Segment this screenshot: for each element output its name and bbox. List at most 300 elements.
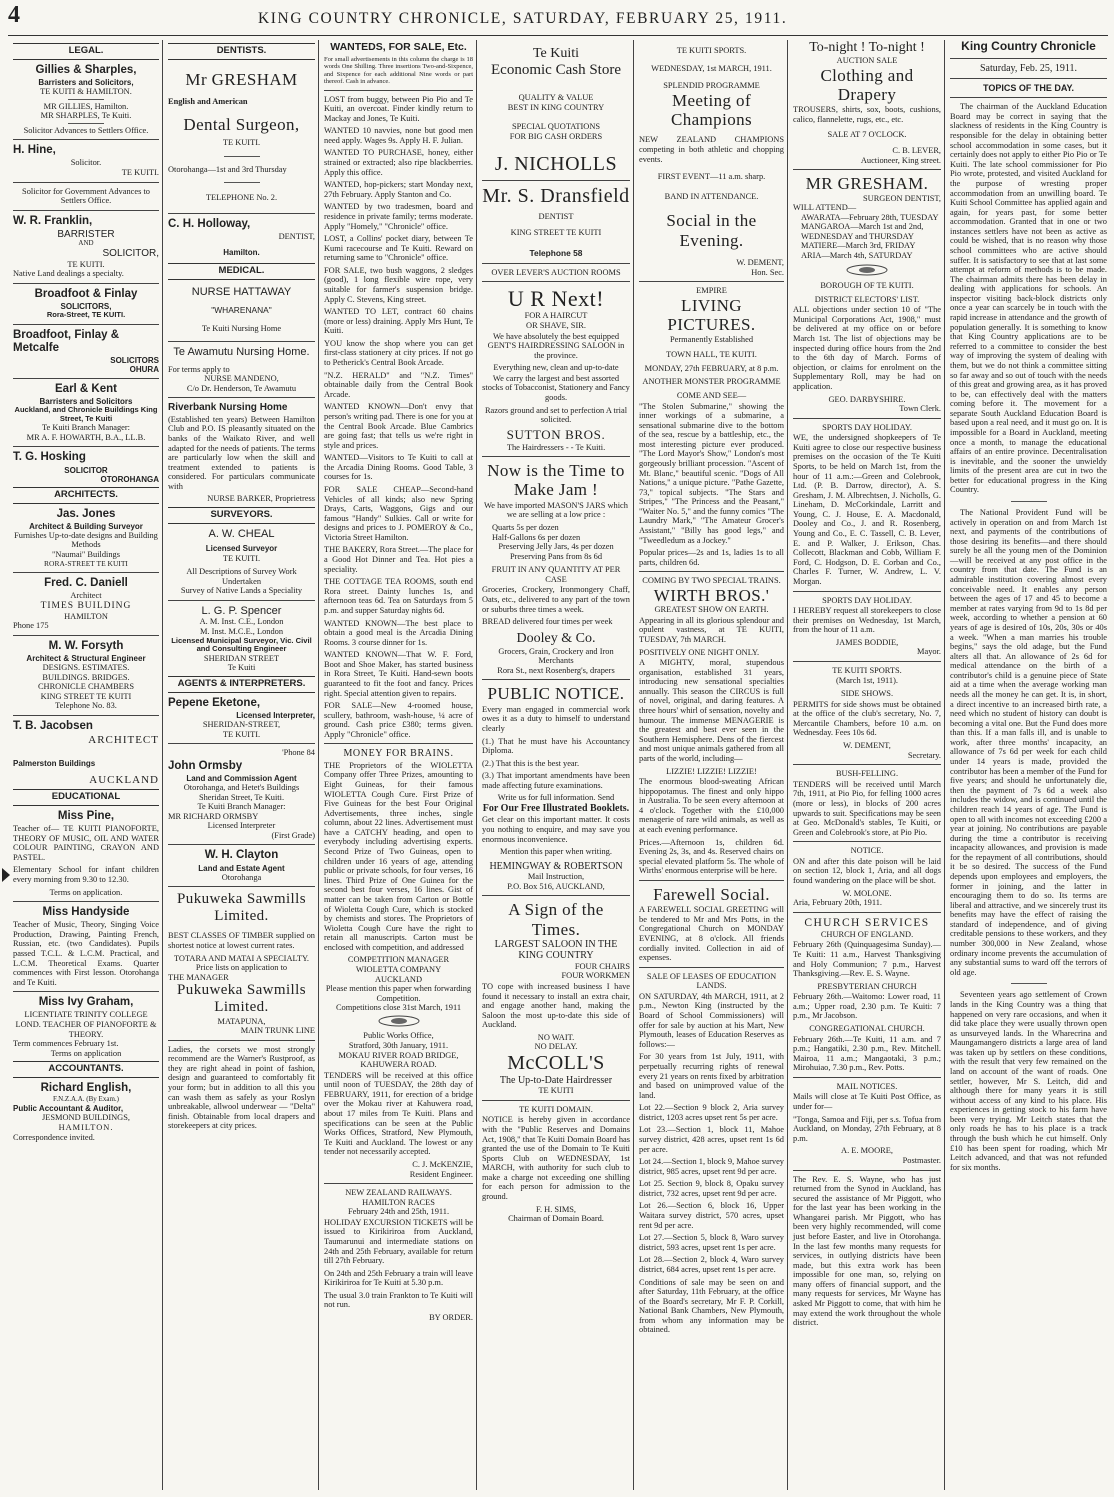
ad-urnext-line: OR SHAVE, SIR.: [526, 320, 586, 330]
ad-pw-sign: Resident Engineer.: [409, 1169, 473, 1179]
ad-hemingway-name: HEMINGWAY & ROBERTSON: [489, 860, 623, 872]
column-7: [947, 40, 1110, 1490]
ad-corsets-text: Ladies, the corsets we most strongly recommend are the Warner's Rustproof, as they are right ahead in point of fashion, design and guaranteed to comfortably fit your form; but in addition to all this you can wash them as safely as your Roslyn unbreakable, allwool underwear — "Delta" finish. Obtainable from local drapers and storekeepers at city prices.: [168, 1044, 315, 1131]
ad-gresham2-line: MATIERE—March 3rd, FRIDAY: [801, 241, 916, 251]
ad-bfm-sub: SOLICITORS: [110, 355, 159, 365]
classified-ad: WANTED—Visitors to Te Kuiti to call at the Arcadia Dining Rooms. Good Table, 3 courses for 1s.: [324, 453, 473, 482]
ad-forsyth-phone: Telephone No. 83.: [55, 701, 117, 711]
ad-borough-head: BOROUGH OF TE KUITI.: [820, 281, 914, 291]
ad-auction-sign: C. B. LEVER,: [892, 146, 941, 156]
divider: [224, 182, 260, 183]
divider: [168, 886, 315, 887]
ad-pw-sign: C. J. McKENZIE,: [412, 1159, 473, 1169]
ad-broadfoot-sub: SOLICITORS,: [60, 301, 112, 311]
ad-sph2-text: I HEREBY request all storekeepers to close their premises on Wednesday, 1st March, from the hour of 11 a.m.: [793, 606, 941, 635]
column-6: [790, 40, 944, 1490]
crest-icon: [324, 1015, 473, 1030]
ad-awamutu-name: Te Awamutu Nursing Home.: [173, 346, 310, 359]
ad-dransfield-name: Mr. S. Dransfield: [482, 185, 630, 208]
ad-forsyth-line: KING STREET TE KUITI: [40, 691, 132, 701]
ad-lease-lot: Lot 27.—Section 5, block 8, Waro survey district, 593 acres, upset rent 1s per acre.: [639, 1233, 784, 1252]
ad-jam-price: Quarts 5s per dozen: [492, 523, 559, 532]
divider: [224, 156, 260, 157]
classified-ad: WANTED TO LET, contract 60 chains (more or less) draining. Apply Mrs Hunt, Te Kuiti.: [324, 307, 473, 336]
section-header-legal: LEGAL.: [13, 43, 159, 60]
divider: [793, 912, 941, 913]
ad-pw-head: MOKAU RIVER ROAD BRIDGE, KAHUWERA ROAD.: [338, 1050, 459, 1070]
ad-hine-note: Solicitor for Government Advances to Settlers Office.: [22, 186, 150, 206]
ad-franklin-name: W. R. Franklin,: [13, 214, 93, 227]
ad-hine-name: H. Hine,: [13, 144, 56, 157]
ad-franklin-sub: BARRISTER: [57, 228, 115, 240]
ad-graham-terms: Terms on application: [50, 1048, 122, 1058]
ad-riverbank-sign: NURSE BARKER, Proprietress: [207, 494, 315, 504]
ad-sph2-sign: Mayor.: [917, 647, 941, 657]
ad-sports-line: FIRST EVENT—11 a.m. sharp.: [657, 172, 766, 182]
ad-franklin-sub: SOLICITOR,: [102, 248, 159, 260]
ad-pukuweka-line: TOTARA AND MATAI A SPECIALTY.: [173, 953, 310, 963]
ad-franklin-note: Native Land dealings a specialty.: [13, 269, 124, 279]
ad-bfm-place: OHURA: [129, 364, 159, 374]
ad-lease-lot: Lot 24.—Section 1, block 9, Mahoe survey district, 985 acres, upset rent 9d per acre.: [639, 1157, 784, 1176]
classified-ad: LOST from buggy, between Pio Pio and Te Kuiti, an overcoat. Finder kindly return to Mackay and Jones, Te Kuiti.: [324, 94, 473, 123]
ad-pukuweka-line: THE MANAGER: [168, 972, 229, 982]
newspaper-title: KING COUNTRY CHRONICLE, SATURDAY, FEBRUARY 25, 1911.: [258, 10, 788, 27]
ad-spencer-name: L. G. P. Spencer: [201, 604, 282, 617]
ad-broadfoot-place: Rora-Street, TE KUITI.: [46, 310, 126, 320]
divider: [168, 1040, 315, 1041]
ad-wirth-text: The enormous blood-sweating African hippopotamus. The finest and only hippo in Australia. To be seen every afternoon at 4 o'clock. Together with the £10,000 menagerie of rare wild animals, as well as at each evening performance.: [639, 777, 784, 834]
editorial-paragraph: The National Provident Fund will be actively in operation on and from March 1st next, and payments of the contributions of those desiring its benefits—and there should surely be all the young men of the Dominion—will be received at any post office in the country from that date. The Fund is an admirable institution covering almost every conceivable need. It enables any person between the ages of 17 and 45 to become a member at rates varying from 9d to 1s 8d per week, according to whether a pension at 60 years of age is desired of 10s, 20s, 30s or 40s a week. "When a man marries his trouble begins," says the old adage, but the Fund alters all that. An allowance of 2s 6d for medical attendance on the birth of a contributor's child is a genuine piece of State aid at a time when the average working man needs all the money he can get. It is, in short, a direct incentive to an increased birth rate, a need which no student of history can doubt is becoming a vital one. But the Fund does more than this. If a man falls ill, and is unable to work, after three months' incapacity, an allowance of 7s 6d per week for each child under 14 years is made, provided the contributor has been a member of the Fund for five years; and should he unfortunately die, then the payment of 7s 6d a week also includes the widow, and is continued until the children reach 14 years of age. The Fund is open to all with incomes not exceeding £200 a year at joining. No contributions are payable during the time a contributor is receiving incapacity allowances, and provision is made for the repayment of all contributions, should it be so desired. The success of the Fund depends upon employees and employers, the former in joining, and the latter in encouraging them to do so. Its terms are liberal and attractive, and we sincerely trust its benefits may have the effect of raising the standard of independence, and of giving creditable pensions to these workers, and they number 300,000 in New Zealand, whose ordinary income prevents the accumulation of any substantial sums to ward off the terrors of old age.: [950, 508, 1107, 977]
ad-sign-line: FOUR WORKMEN: [561, 971, 630, 981]
classified-ad: WANTED, hop-pickers; start Monday next, 27th February. Apply Stanton and Co.: [324, 180, 473, 199]
ad-hattaway-name: NURSE HATTAWAY: [191, 285, 292, 298]
ad-dooley-sub: Grocers, Grain, Crockery and Iron Merchants: [498, 646, 614, 666]
ad-jam-head: Now is the Time to Make Jam !: [487, 461, 625, 500]
ad-ormsby-line: Otorohanga, and Hetet's Buildings Sheridan Street, Te Kuiti.: [183, 783, 300, 802]
ad-mccoll-place: TE KUITI: [538, 1086, 574, 1096]
ad-pw-line: Stratford, 30th January, 1911.: [348, 1041, 449, 1051]
ad-money-line: AUCKLAND: [375, 974, 422, 984]
mail-head: MAIL NOTICES.: [836, 1081, 898, 1091]
ad-gresham2-line: MANGAROA—March 1st and 2nd, WEDNESDAY and THURSDAY: [801, 222, 924, 241]
divider: [950, 78, 1107, 79]
ad-urnext-line: We carry the largest and best assorted stocks of Tobacconist, Stationery and Fancy goods.: [482, 373, 630, 402]
column-5: [636, 40, 787, 1490]
mail-sign: Postmaster.: [902, 1155, 941, 1165]
ad-sports-line: BAND IN ATTENDANCE.: [664, 191, 759, 201]
divider: [793, 591, 941, 592]
divider: [324, 90, 473, 91]
ad-hattaway-sub: Te Kuiti Nursing Home: [201, 323, 282, 333]
ad-rail-head: NEW ZEALAND RAILWAYS.: [345, 1188, 452, 1198]
ad-tks-sign: W. DEMENT,: [843, 741, 891, 751]
ad-clayton-place: Otorohanga: [221, 872, 262, 882]
column-2: [165, 40, 318, 1490]
ad-sph-head: SPORTS DAY HOLIDAY.: [822, 422, 912, 432]
ad-jam-line: Groceries, Crockery, Ironmongery Chaff, Oats, etc., delivered to any part of the town or suburbs three times a week.: [482, 585, 630, 614]
ad-notice2-head: NOTICE.: [850, 846, 884, 856]
ad-spencer-line: A. M. Inst. C.E., London: [199, 617, 284, 627]
ad-tks-head: TE KUITI SPORTS.: [832, 665, 902, 675]
ad-auction-line: AUCTION SALE: [836, 55, 898, 65]
ad-wirth-line: LIZZIE! LIZZIE! LIZZIE!: [666, 766, 757, 776]
ad-sports-sign: Hon. Sec.: [751, 267, 784, 277]
ad-jones-sub: Architect & Building Surveyor: [29, 521, 143, 531]
ad-kent-sub: Barristers and Solicitors: [39, 397, 133, 407]
ad-pine-name: Miss Pine,: [57, 810, 115, 823]
ad-gresham2-line: AWARATA—February 28th, TUESDAY: [801, 212, 939, 222]
ad-broadfoot-name: Broadfoot & Finlay: [34, 287, 138, 300]
ad-clayton-name: W. H. Clayton: [204, 849, 279, 862]
ad-money-line: COMPETITION MANAGER: [347, 955, 450, 965]
ad-ecs-line: BEST IN KING COUNTRY: [507, 102, 605, 112]
ad-rail-text: HOLIDAY EXCURSION TICKETS will be issued to Kirikiriroa from Auckland, Taumarunui and intermediate stations on 24th and 25th February, available for return till 27th February.: [324, 1217, 473, 1266]
ad-hosking-place: OTOROHANGA: [100, 474, 159, 484]
ad-forsyth-sub: Architect & Structural Engineer: [26, 653, 146, 663]
ad-dooley-addr: Rora St., next Rosenberg's, drapers: [497, 665, 615, 675]
ad-money-header: MONEY FOR BRAINS.: [343, 748, 454, 760]
ad-dransfield-addr: KING STREET TE KUITI: [510, 227, 602, 237]
ad-jacobsen-sub: ARCHITECT: [88, 734, 159, 747]
ad-lease-head: SALE OF LEASES OF EDUCATION LANDS.: [646, 971, 777, 991]
divider: [13, 572, 159, 573]
ad-mccoll-sub: The Up-to-Date Hairdresser: [499, 1074, 613, 1086]
ad-clayton-sub: Land and Estate Agent: [198, 863, 285, 873]
column-rule: [318, 40, 319, 1490]
ad-gresham-phone: TELEPHONE No. 2.: [205, 193, 278, 203]
ad-bfm-name: Broadfoot, Finlay & Metcalfe: [13, 328, 120, 354]
ad-sign-line: TO cope with increased business I have found it necessary to install an extra chair, and engage another hand, making the Saloon the most up-to-date this side of Auckland.: [482, 981, 630, 1030]
editorial-head: TOPICS OF THE DAY.: [982, 83, 1075, 94]
section-header-wanteds: WANTEDS, FOR SALE, Etc.: [330, 41, 467, 53]
ad-cheal-line: Survey of Native Lands a Speciality: [180, 586, 303, 596]
section-header-educational: EDUCATIONAL: [13, 789, 159, 806]
ad-kent-manager: MR A. F. HOWARTH, B.A., LL.B.: [26, 432, 146, 442]
ad-bush-text: TENDERS will be received until March 7th, 1911, at Pio Pio, for felling 1000 acres (more or less), in blocks of 200 acres upwards to suit. Specifications may be seen at Geo. McDonald's stables, Te Kuiti, or Green and Colebrook's store, at Pio Pio.: [793, 779, 941, 837]
ad-daniell-line: HAMILTON: [64, 611, 108, 621]
ad-tks-line: SIDE SHOWS.: [840, 689, 894, 699]
ad-living-line: MONDAY, 27th FEBRUARY, at 8 p.m.: [644, 363, 779, 373]
column-rule: [787, 40, 788, 1490]
ad-graham-text: LICENTIATE TRINITY COLLEGE LOND. TEACHER OF PIANOFORTE & THEORY.: [15, 1010, 157, 1039]
wanteds-intro: For small advertisements in this column the charge is 18 words One Shilling. Three insertions Two-and-Sixpence, and Sixpence for each additional Nine words or part thereof. Cash in advance.: [324, 55, 473, 86]
ad-gresham2-line: WILL ATTEND—: [793, 203, 857, 213]
ad-ecs-line: QUALITY & VALUE: [518, 93, 594, 103]
ad-jacobsen-line: Palmerston Buildings: [13, 758, 96, 768]
ad-farewell-title: Farewell Social.: [653, 884, 770, 904]
ad-awamutu-line: For terms apply to: [168, 364, 230, 374]
ad-notice-line: For Our Free Illustrated Booklets.: [482, 803, 630, 815]
divider: [793, 764, 941, 765]
section-header-architects: ARCHITECTS.: [13, 487, 159, 504]
divider: [639, 967, 784, 968]
divider: [639, 880, 784, 881]
ad-franklin-place: TE KUITI.: [67, 259, 105, 269]
editorial-paragraph: The chairman of the Auckland Education Board may be correct in saying that the slackness of residents in the King Country is responsible for the delay in obtaining better school accommodation in some cases, but it certainly does not apply to either Pio Pio or Te Kuiti. The late school commissioner for Pio Pio wrote, protested, and visited Auckland for the purpose of wresting proper accommodation from an unwilling board. Te Kuiti School Committee has applied again and again, for years past, for some better accommodation. Granted that in one or two instances settlers have not been as active as could be wished, that is no reason why those school committees who are active should suffer. It is satisfactory to see that at last some attempt at reform of methods is to be made. The chairman admits there has been delay in dealing with applications for schools. An inspector visiting back-block districts only once a year can scarcely be in touch with the rapid increase in attendance and the growth of population generally. It is something to know that King Country applications are to be referred to a committee to consider the best way of improving the system of dealing with them, but we do not think a committee sitting so far away and so out of touch with the needs of this great and growing area, as it has proved to be, can effectively deal with the matters coming before it. The movement for a separate South Auckland Education Board is based upon a real need, and it must go on. It is impossible for a Board in Auckland, meeting once a month, to manage the educational affairs of an entire province. Decentralisation is inevitable, and the sooner the unwieldy limits of the present area are cut in two the better for educational progress in the King Country.: [950, 102, 1107, 495]
ad-living-line: Popular prices—2s and 1s, ladies 1s to all parts, children 6d.: [639, 548, 784, 567]
ad-notice-line: Get clear on this important matter. It costs you nothing to enquire, and may save you enormous inconvenience.: [482, 815, 630, 844]
ad-jam-line: Preserving Jelly Jars, 4s per dozen: [498, 542, 614, 552]
ad-cheal-name: A. W. CHEAL: [208, 527, 275, 540]
section-header-medical: MEDICAL.: [168, 263, 315, 280]
ad-dransfield-loc: OVER LEVER'S AUCTION ROOMS: [491, 267, 621, 277]
ad-notice-line: Every man engaged in commercial work owes it as a duty to himself to understand clearly: [482, 704, 630, 733]
ad-living-line: COME AND SEE—: [676, 390, 747, 400]
ad-handyside-text: Teacher of Music, Theory, Singing Voice Production, Drawing, Painting French, Russian, etc. (two Candidates). Pupils passed T.C.L. & L.C.M. Practical, and L.C.M. Theoretical Exams. Quarter commences with First lesson. Otorohanga and Te Kuiti.: [13, 920, 159, 987]
ad-lease-text: Conditions of sale may be seen on and after Saturday, 11th February, at the office of the Board's secretary, Mr F. P. Corkill, National Bank Chambers, New Plymouth, from whom any information may be obtained.: [639, 1277, 784, 1335]
divider: [482, 679, 630, 680]
ad-notice-head: PUBLIC NOTICE.: [487, 684, 625, 704]
classified-ad: WANTED KNOWN—That W. F. Ford, Boot and Shoe Maker, has started business in Rora Street, Te Kuiti. Hand-sewn boots guaranteed to fit the foot and fancy. Prices right. Special attention given to repairs.: [324, 650, 473, 698]
ad-auction-sign: Auctioneer, King street.: [860, 155, 941, 165]
column-4: [479, 40, 633, 1490]
ad-lease-text: For 30 years from 1st July, 1911, with perpetually recurring rights of renewal every 21 years on rents fixed by arbitration and based on unimproved value of the land.: [639, 1052, 784, 1100]
section-header-surveyors: SURVEYORS.: [168, 507, 315, 524]
ad-tks-sign: Secretary.: [907, 750, 941, 760]
ad-jam-line: BREAD delivered four times per week: [482, 617, 613, 627]
ad-mccoll-name: McCOLL'S: [507, 1052, 605, 1075]
ad-money-line: Competitions close 31st March, 1911: [335, 1003, 462, 1013]
editorial-date: Saturday, Feb. 25, 1911.: [979, 62, 1078, 74]
ad-gillies-place: TE KUITI & HAMILTON.: [40, 87, 132, 97]
ad-sports-title: Meeting of Champions: [670, 90, 753, 130]
ad-cheal-place: TE KUITI.: [222, 553, 261, 563]
ad-riverbank-name: Riverbank Nursing Home: [168, 402, 288, 414]
ad-urnext-line: Razors ground and set to perfection A trial solicited.: [484, 405, 628, 425]
ad-pukuweka-text: BEST CLASSES OF TIMBER supplied on shortest notice at lowest current rates.: [168, 931, 315, 951]
ad-cheal-line: All Descriptions of Survey Work Undertaken: [186, 567, 297, 586]
divider: [68, 123, 104, 124]
ad-lease-text: ON SATURDAY, 4th MARCH, 1911, at 2 p.m., Newton King (instructed by the Board of School Commissioners) will offer for sale by auction at his Mart, New Plymouth, leases of Education Reserves as follows:—: [639, 991, 784, 1049]
ad-auction-line: SALE AT 7 O'CLOCK.: [827, 130, 907, 140]
church-services-head: CHURCH SERVICES: [804, 916, 930, 929]
ad-forsyth-line: DESIGNS. ESTIMATES.: [42, 663, 130, 673]
column-rule: [944, 40, 945, 1490]
ad-gresham2-sub: SURGEON DENTIST,: [862, 193, 941, 203]
ad-rail-text: On 24th and 25th February a train will leave Kirikiriroa for Te Kuiti at 5.30 p.m.: [324, 1268, 473, 1288]
classified-ad: FOR SALE CHEAP—Second-hand Vehicles of all kinds; also new Spring Drays, Carts, Waggons, Gigs and our famous "Handy" Sulkies. Call or write for designs and prices to J. POMEROY & Co., Victoria Street Hamilton.: [324, 484, 473, 542]
divider: [13, 446, 159, 447]
mail-text: Mails will close at Te Kuiti Post Office, as under for—: [793, 1092, 941, 1112]
ad-awamutu-line: NURSE MANDENO,: [204, 374, 279, 384]
ad-daniell-sub: Architect: [70, 591, 102, 601]
ad-gresham-note: Otorohanga—1st and 3rd Thursday: [168, 164, 287, 174]
divider: [13, 378, 159, 379]
church-text: February 26th (Quinquagesima Sunday).—Te Kuiti: 11 a.m., Harvest Thanksgiving and Holy Communion; 7 p.m., Harvest Thanksgiving.—Rev. E. S. Wayne.: [793, 940, 941, 979]
divider: [950, 97, 1107, 98]
ad-kent-manager: Te Kuiti Branch Manager:: [41, 423, 131, 433]
ad-ormsby-phone: 'Phone 84: [282, 748, 315, 758]
ad-forsyth-line: BUILDINGS. BRIDGES.: [42, 672, 130, 682]
section-header-dentists: DENTISTS.: [168, 43, 315, 60]
ad-handyside-name: Miss Handyside: [42, 906, 130, 919]
ad-ecs-line: Te Kuiti: [532, 46, 580, 61]
divider: [168, 397, 315, 398]
ad-hemingway-addr: P.O. Box 516, AUCKLAND,: [507, 881, 605, 891]
ad-pukuweka-line: Price lists on application to: [195, 963, 288, 973]
ad-spencer-line: Te Kuiti: [227, 663, 256, 673]
ad-gillies-partner: MR SHARPLES, Te Kuiti.: [40, 111, 132, 121]
ad-urnext-head: U R Next!: [507, 286, 605, 312]
ad-daniell-name: Fred. C. Daniell: [44, 577, 128, 590]
ad-wirth-line: COMING BY TWO SPECIAL TRAINS.: [642, 576, 781, 586]
ad-gresham-name: Mr GRESHAM: [185, 69, 298, 89]
ad-daniell-line: TIMES BUILDING: [40, 600, 132, 611]
ad-daniell-phone: Phone 175: [13, 621, 49, 631]
ad-awamutu-line: C/o Dr. Henderson, Te Awamutu: [186, 383, 297, 393]
masthead-rule: [8, 35, 1108, 36]
divider: [13, 210, 159, 211]
ad-tks-line: (March 1st, 1911).: [835, 675, 899, 685]
ad-gresham2-line: ARIA—March 4th, SATURDAY: [801, 251, 913, 261]
ad-dransfield-phone: Telephone 58: [529, 248, 583, 259]
classified-ad: FOR SALE—New 4-roomed house, scullery, bathroom, wash-house, ¼ acre of ground. Cash price £380; terms given. Apply "Chronicle" office.: [324, 701, 473, 739]
ad-ecs-name: J. NICHOLLS: [494, 153, 618, 176]
divider: [793, 418, 941, 419]
divider: [639, 281, 784, 282]
classified-ad: THE COTTAGE TEA ROOMS, south end Rora street. Dainty lunches 1s, and afternoon teas 6d. Tea on Saturdays from 5 p.m. and supper Saturday nights 6d.: [324, 577, 473, 615]
divider: [168, 844, 315, 845]
divider: [482, 281, 630, 282]
ad-lease-lot: Lot 25. Section 9, block 8, Opaku survey district, 732 acres, upset rent 9d per acre.: [639, 1179, 784, 1198]
divider: [950, 58, 1107, 59]
ad-sports-head: TE KUITI SPORTS.: [676, 46, 747, 55]
ad-graham-term: Term commences February 1st.: [13, 1039, 119, 1049]
ad-wirth-name: WIRTH BROS.': [653, 585, 770, 605]
ad-district-sign: GEO. DARBYSHIRE.: [828, 394, 906, 404]
ad-sign-line: NO WAIT.: [537, 1032, 575, 1042]
ad-bush-head: BUSH-FELLING.: [835, 769, 899, 779]
ad-sph2-head: SPORTS DAY HOLIDAY.: [822, 595, 912, 605]
divider: [13, 283, 159, 284]
ad-ecs-line: Economic Cash Store: [491, 61, 621, 78]
ad-lease-lot: Lot 22.—Section 9 block 2, Aria survey district, 1203 acres upset rent 5s per acre.: [639, 1103, 784, 1122]
ad-notice2-sign: W. MOLONE.: [842, 888, 892, 898]
divider: [482, 895, 630, 896]
church-head: PRESBYTERIAN CHURCH: [817, 981, 917, 991]
ad-hattaway-home: "WHARENANA": [211, 305, 272, 316]
ad-living-title: LIVING PICTURES.: [667, 295, 756, 335]
ad-sign-line: FOUR CHAIRS: [574, 961, 630, 971]
ad-sports-line: SPLENDID PROGRAMME: [663, 81, 760, 91]
divider: [482, 263, 630, 264]
divider: [482, 456, 630, 457]
ad-jam-line: Preserving Pans from 8s 6d: [509, 551, 603, 561]
column-3: [321, 40, 476, 1490]
ad-wirth-line: Appearing in all its glorious splendour and opulent vastness, at TE KUITI, TUESDAY, 7th MARCH.: [639, 615, 784, 645]
ad-sutton-name: SUTTON BROS.: [506, 426, 606, 442]
classified-ad: WANTED KNOWN—The best place to obtain a good meal is the Arcadia Dining Rooms. 3 course dinner for 1s.: [324, 618, 473, 647]
ad-wirth-text: A MIGHTY, moral, stupendous organisation, established 31 years, introducing new sensational specialties annually. This season the CIRCUS is full of novel, original, and daring features. A three hours' whirl of sensation, novelty and humour. The immense MENAGERIE is the greatest and best ever seen in the Southern Hemisphere. Dens of the fiercest and most unique animals gathered from all parts of the world, including—: [639, 658, 784, 763]
ad-gillies-name: Gillies & Sharples,: [35, 63, 137, 76]
ad-money-line: WIOLETTA COMPANY: [355, 964, 442, 974]
ad-gillies-note: Solicitor Advances to Settlers Office.: [23, 125, 149, 135]
ad-sports-social: Social in the Evening.: [666, 211, 757, 250]
ad-sutton-sub: The Hairdressers - - Te Kuiti.: [506, 442, 606, 452]
classified-ad: "N.Z. HERALD" and "N.Z. Times" obtainable daily from the Central Book Arcade.: [324, 370, 473, 399]
divider: [168, 341, 315, 342]
ad-notice-line: (1.) That he must have his Accountancy Diploma.: [482, 736, 630, 756]
ad-english-line: Public Accountant & Auditor,: [13, 1104, 124, 1114]
ad-notice2-text: ON and after this date poison will be laid on section 12, block 1, Aria, and all dogs found wandering on the place will be shot.: [793, 856, 941, 885]
column-rule: [476, 40, 477, 1490]
ad-notice-line: Write us for full information. Send: [497, 793, 615, 803]
ad-english-name: Richard English,: [40, 1082, 132, 1095]
divider: [13, 635, 159, 636]
ad-ormsby-line: Te Kuiti Branch Manager:: [197, 802, 286, 812]
ad-living-text: "The Stolen Submarine," showing the inner workings of a submarine, a sensational submarine dive to the bottom of the sea, rescue by a battleship, etc., the most interesting picture ever produced. "The Lord Mayor's Show," London's most gorgeously brilliant procession. "Ascent of Mt. Blanc," beautiful scenic. "Dogs of All Nations," a unique picture. "Pathe Gazette, 73," topical subjects. "The Stars and Stripes," "The Princess and the Peasant," "Waiter No. 5," and the funny comics "The Laundry Mark," "The Amateur Grocer's Assistant," "Billy has good legs," and "Tweedledum as a Jockey.": [639, 401, 784, 545]
margin-arrow-icon: [2, 868, 10, 882]
ad-dransfield-sub: DENTIST: [538, 211, 574, 221]
divider: [13, 901, 159, 902]
divider: [13, 715, 159, 716]
ad-tonight-head: To-night ! To-night !: [809, 40, 925, 55]
ad-dooley-name: Dooley & Co.: [516, 630, 596, 646]
ad-pine-text: Teacher of— TE KUITI PIANOFORTE, THEORY OF MUSIC, OIL AND WATER COLOUR PAINTING, CRAYON AND PASTEL.: [13, 824, 159, 862]
ad-ormsby-line: MR RICHARD ORMSBY: [168, 811, 259, 821]
classified-ad: THE BAKERY, Rora Street.—The place for a Good Hot Dinner and Tea. Hot pies a speciality.: [324, 545, 473, 574]
ad-living-line: ANOTHER MONSTER PROGRAMME: [642, 377, 781, 387]
ad-sign-line: LARGEST SALOON IN THE KING COUNTRY: [494, 939, 618, 962]
ad-graham-name: Miss Ivy Graham,: [38, 996, 134, 1009]
ad-sph-text: WE, the undersigned shopkeepers of Te Kuiti agree to close our respective business premises on the occasion of the Te Kuiti Sports, to be held on March 1st, from the hour of 11 a.m.:—Green and Colebrook, Ltd. (P. B. Darrow, director), A. S. Gresham, J. M. Albrechtsen, J. Nicholls, G. Lineham, D. McCorkindale, Larritt and Young, C. J. House, E. A. Macdonald, Dooley and Co., J. and R. Rosenberg, Young and Co., E. C. Tassell, C. B. Lever, E. and P. Walker, J. Erikson, Chas. Collecott, Blackman and Cobb, William F. Ford, C. Hodgson, D. E. Corban and Co., Charles F. Turner, W. Andrew, L. V. Morgan.: [793, 433, 941, 586]
divider: [13, 139, 159, 140]
ad-tks-text: PERMITS for side shows must be obtained at the office of the club's secretary, No. 7, Mercantile Chambers, before 10 a.m. on Wednesday. Fees 10s 6d.: [793, 699, 941, 738]
ad-english-line: JESMOND BUILDINGS,: [42, 1113, 130, 1123]
ad-forsyth-line: CHRONICLE CHAMBERS: [37, 682, 135, 692]
divider: [793, 661, 941, 662]
ad-gillies-sub: Barristers and Solicitors,: [38, 77, 134, 87]
ad-jones-line: Furnishes Up-to-date designs and Building Methods: [14, 530, 158, 550]
divider: [13, 182, 159, 183]
classified-ad: YOU know the shop where you can get first-class stationery at city prices. If not go to Petherick's Central Book Arcade.: [324, 338, 473, 368]
divider: [793, 1077, 941, 1078]
divider: [1011, 983, 1047, 984]
ad-domain-text: NOTICE is hereby given in accordance with the "Public Reserves and Domains Act, 1908," that Te Kuiti Domain Board has granted the use of the Domain to Te Kuiti Sports Club on WEDNESDAY, 1st MARCH, with authority for such club to make a charge not exceeding one shilling for each person for admission to the ground.: [482, 1115, 630, 1201]
ad-jam-line: FRUIT IN ANY QUANTITY AT PER CASE: [491, 565, 621, 584]
ad-sign-line: NO DELAY.: [534, 1042, 578, 1052]
divider: [13, 324, 159, 325]
ad-jacobsen-line: AUCKLAND: [89, 773, 159, 786]
ad-gresham2-name: MR GRESHAM.: [805, 174, 929, 194]
editorial-masthead: King Country Chronicle: [961, 40, 1096, 53]
ad-lease-lot: Lot 23.—Section 1, block 11, Mahoe survey district, 428 acres, upset rent 1s 6d per acre.: [639, 1125, 784, 1154]
crest-icon: [793, 264, 941, 279]
ad-english-line: Correspondence invited.: [13, 1132, 95, 1142]
ad-ormsby-line: Licensed Interpreter: [207, 821, 276, 831]
divider: [13, 991, 159, 992]
classified-ad: WANTED by two tradesmen, board and residence in private family; terms moderate. Apply "Homely," "Chronicle" office.: [324, 202, 473, 231]
ad-wirth-line: POSITIVELY ONE NIGHT ONLY.: [639, 647, 760, 657]
ad-wirth-text: Prices.—Afternoon 1s, children 6d. Evening 2s, 3s, and 4s. Reserved chairs on special elevated platform 5s. The whole of Wirths' enormous enterprise will be here.: [639, 837, 784, 876]
ad-hine-sub: Solicitor.: [70, 158, 102, 168]
ad-rail-sign: BY ORDER.: [429, 1313, 473, 1323]
ad-pw-text: TENDERS will be received at this office until noon of TUESDAY, the 28th day of FEBRUARY, 1911, for erection of a bridge over the Mokau river at Kahuwera road, about 17 miles from Te Kuiti. Plans and specifications can be seen at the Public Works Offices, Stratford, New Plymouth, Te Kuiti and Auckland. The lowest or any tender not necessarily accepted.: [324, 1070, 473, 1157]
ad-english-sub: F.N.Z.A.A. (By Exam.): [53, 1095, 119, 1104]
ad-spencer-line: SHERIDAN STREET: [203, 653, 280, 663]
ad-pukuweka-name: Pukuweka Sawmills Limited.: [177, 982, 306, 1016]
news-paragraph: The Rev. E. S. Wayne, who has just returned from the Synod in Auckland, has secured the assistance of Mr Piggott, who for the last year has been working in the Whangarei parish. Mr Piggott, who has been very highly recommended, will come just before Easter, and live in Otorohanga. In the last few months many requests for services, in outlying districts have been made, but this extra work has been impossible for one man, so, relying on many offers of financial support, and the many requests for services, Mr Wayne has asked Mr Piggott to come, that with him he may extend the work throughout the whole district.: [793, 1174, 941, 1328]
ad-jones-name: Jas. Jones: [56, 507, 116, 520]
ad-pukuweka-line: MAIN TRUNK LINE: [240, 1026, 315, 1036]
divider: [639, 571, 784, 572]
divider: [68, 99, 104, 100]
masthead: [0, 0, 1114, 40]
ad-jones-line: RORA-STREET TE KUITI: [44, 558, 128, 568]
ad-urnext-line: We have absolutely the best equipped GENT'S HAIRDRESSING SALOON in the province.: [487, 331, 625, 360]
ad-sign-head: A Sign of the Times.: [508, 900, 604, 939]
